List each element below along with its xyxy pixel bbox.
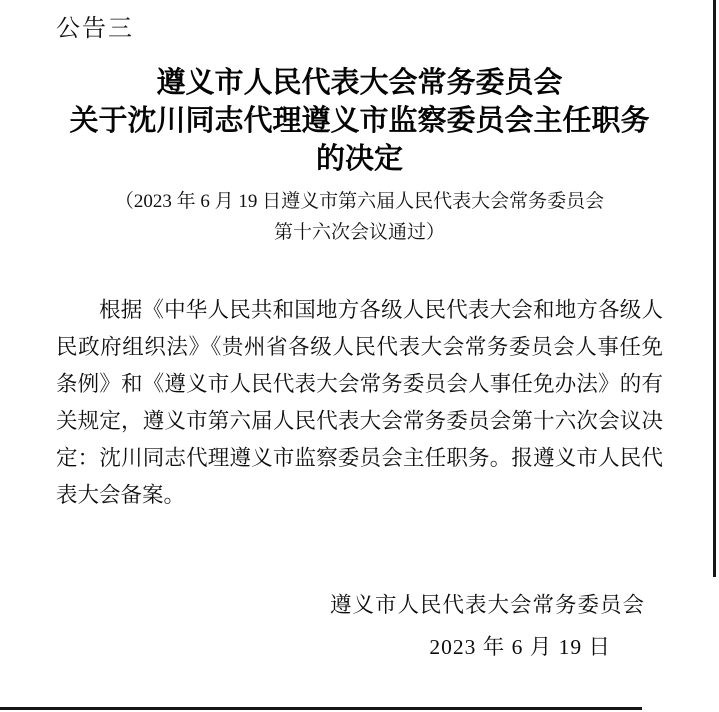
scan-edge-right-line (713, 0, 716, 577)
body-line: 民政府组织法》《贵州省各级人民代表大会常务委员会人事任免 (56, 335, 663, 359)
meeting-note (0, 186, 719, 248)
body-line: 表大会备案。 (56, 483, 186, 507)
document-title-line-3: 的决定 (315, 143, 403, 175)
scan-edge-bottom-line (0, 707, 642, 710)
document-title-line-2: 关于沈川同志代理遵义市监察委员会主任职务 (69, 105, 650, 137)
meeting-note-line-2: 第十六次会议通过） (273, 222, 445, 243)
signature-organization: 遵义市人民代表大会常务委员会 (329, 593, 645, 617)
body-line: 定：沈川同志代理遵义市监察委员会主任职务。报遵义市人民代 (56, 446, 663, 470)
body-line: 根据《中华人民共和国地方各级人民代表大会和地方各级人 (99, 298, 663, 322)
document-title (0, 64, 719, 178)
signature-date: 2023 年 6 月 19 日 (429, 635, 611, 659)
body-paragraph (56, 292, 663, 514)
document-title-line-1: 遵义市人民代表大会常务委员会 (156, 67, 563, 99)
announcement-label: 公告三 (56, 15, 134, 42)
meeting-note-line-1: （2023 年 6 月 19 日遵义市第六届人民代表大会常务委员会 (114, 191, 605, 212)
body-line: 关规定，遵义市第六届人民代表大会常务委员会第十六次会议决 (56, 409, 663, 433)
body-line: 条例》和《遵义市人民代表大会常务委员会人事任免办法》的有 (56, 372, 663, 396)
